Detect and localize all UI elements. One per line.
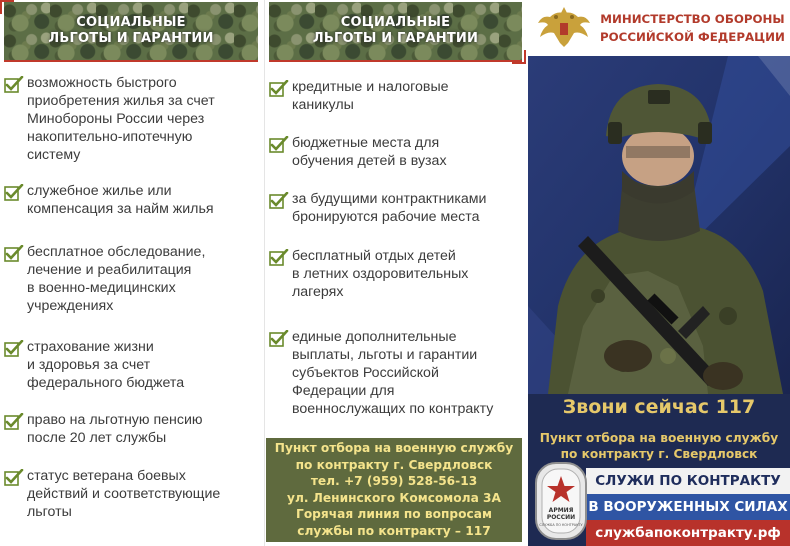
benefit-item (269, 328, 522, 418)
benefit-text-line: после 20 лет службы (27, 430, 167, 446)
benefit-text-line: служебное жилье или (27, 183, 172, 199)
recruitment-point-line: Пункт отбора на военную службу (539, 431, 779, 445)
benefit-text-line: бюджетные места для (292, 135, 440, 151)
benefit-text-line: приобретения жилья за счет (27, 93, 215, 109)
benefit-text-line: льготы (27, 504, 72, 520)
benefit-text-line: военнослужащих по контракту (292, 401, 494, 417)
benefit-item (4, 182, 258, 218)
benefit-item (269, 247, 522, 301)
benefit-text (27, 467, 220, 521)
benefit-item (4, 338, 258, 392)
benefit-item (269, 190, 522, 226)
badge-text: РОССИИ (546, 514, 576, 521)
benefit-text-line: бесплатный отдых детей (292, 248, 456, 264)
red-corner-decoration (512, 50, 526, 64)
benefit-item (4, 243, 258, 315)
green-checkbox-icon (269, 80, 289, 98)
website-ribbon-red: службапоконтракту.рф (586, 520, 790, 546)
contact-line: службы по контракту – 117 (297, 523, 491, 538)
benefit-text (27, 243, 205, 315)
benefit-text-line: кредитные и налоговые (292, 79, 449, 95)
contact-phone: тел. +7 (959) 528-56-13 (310, 474, 478, 488)
benefit-item (269, 78, 522, 114)
benefit-text-line: Федерации для (292, 383, 395, 399)
benefit-text (27, 182, 214, 218)
benefit-text (27, 338, 184, 392)
benefit-text (27, 74, 215, 164)
contact-line: по контракту г. Свердловск (295, 457, 493, 472)
green-checkbox-icon (269, 330, 289, 348)
green-checkbox-icon (269, 192, 289, 210)
benefit-text-line: возможность быстрого (27, 75, 177, 91)
benefit-text-line: лечение и реабилитация (27, 262, 192, 278)
benefit-text (292, 78, 449, 114)
benefit-item (269, 134, 522, 170)
green-checkbox-icon (4, 76, 24, 94)
benefit-text-line: федерального бюджета (27, 375, 185, 391)
ministry-title-line: МИНИСТЕРСТВО ОБОРОНЫ (600, 12, 785, 26)
section-title-line: СОЦИАЛЬНЫЕ (76, 15, 186, 30)
benefit-text-line: в военно-медицинских (27, 280, 176, 296)
green-checkbox-icon (4, 245, 24, 263)
benefit-text-line: Минобороны России через (27, 111, 205, 127)
green-checkbox-icon (269, 136, 289, 154)
benefit-text-line: компенсация за найм жилья (27, 201, 214, 217)
benefit-text-line: учреждениях (27, 298, 114, 314)
recruitment-contact-box (266, 438, 522, 542)
red-corner-decoration (0, 0, 14, 14)
section-header (4, 2, 258, 62)
benefit-text-line: выплаты, льготы и гарантии (292, 347, 478, 363)
recruitment-point (528, 430, 790, 462)
slogan-ribbon-blue: В ВООРУЖЕННЫХ СИЛАХ (586, 494, 790, 520)
contact-line: Пункт отбора на военную службу (274, 441, 514, 455)
contact-line: Горячая линия по вопросам (296, 507, 492, 521)
recruitment-point-line: по контракту г. Свердловск (560, 447, 758, 461)
benefit-text-line: единые дополнительные (292, 329, 457, 345)
benefit-text (292, 328, 493, 418)
benefit-text-line: субъектов Российской (292, 365, 439, 381)
double-headed-eagle-emblem-icon (534, 3, 594, 53)
section-title (313, 15, 478, 47)
badge-text: СЛУЖБА ПО КОНТРАКТУ (539, 523, 583, 527)
benefit-text-line: лагерях (292, 284, 344, 300)
benefit-text-line: право на льготную пенсию (27, 412, 203, 428)
benefit-text-line: в летних оздоровительных (292, 266, 469, 282)
benefit-text (292, 247, 468, 301)
hotline-call-text: Звони сейчас 117 (562, 396, 756, 418)
benefits-column-1 (0, 0, 262, 546)
ministry-header (528, 0, 790, 56)
section-title (48, 15, 213, 47)
green-checkbox-icon (4, 340, 24, 358)
benefit-item (4, 467, 258, 521)
ministry-title-line: РОССИЙСКОЙ ФЕДЕРАЦИИ (600, 30, 785, 44)
benefit-text-line: накопительно-ипотечную (27, 129, 193, 145)
green-checkbox-icon (4, 469, 24, 487)
contact-address: ул. Ленинского Комсомола 3А (287, 490, 501, 505)
benefit-text-line: систему (27, 147, 81, 163)
benefit-text-line: статус ветерана боевых (27, 468, 186, 484)
benefit-text (292, 190, 486, 226)
benefit-text-line: бронируются рабочие места (292, 209, 480, 225)
benefit-text-line: каникулы (292, 97, 354, 113)
badge-text: АРМИЯ (548, 507, 574, 514)
army-star-dog-tag-icon (533, 460, 589, 542)
benefit-text (27, 411, 203, 447)
benefit-item (4, 411, 258, 447)
section-title-line: СОЦИАЛЬНЫЕ (340, 15, 451, 30)
benefit-text-line: бесплатное обследование, (27, 244, 206, 260)
benefit-text-line: действий и соответствующие (27, 486, 221, 502)
benefit-text-line: и здоровья за счет (27, 357, 151, 373)
section-title-line: ЛЬГОТЫ И ГАРАНТИИ (48, 31, 214, 46)
ministry-title (600, 10, 785, 46)
soldier-illustration (528, 56, 790, 394)
section-header (269, 2, 522, 62)
green-checkbox-icon (4, 413, 24, 431)
benefit-item (4, 74, 258, 164)
benefit-text-line: страхование жизни (27, 339, 154, 355)
green-checkbox-icon (4, 184, 24, 202)
benefit-text (292, 134, 447, 170)
benefit-text-line: за будущими контрактниками (292, 191, 487, 207)
section-title-line: ЛЬГОТЫ И ГАРАНТИИ (312, 31, 479, 46)
benefit-text-line: обучения детей в вузах (292, 153, 447, 169)
green-checkbox-icon (269, 249, 289, 267)
slogan-ribbon-white: СЛУЖИ ПО КОНТРАКТУ (586, 468, 790, 494)
